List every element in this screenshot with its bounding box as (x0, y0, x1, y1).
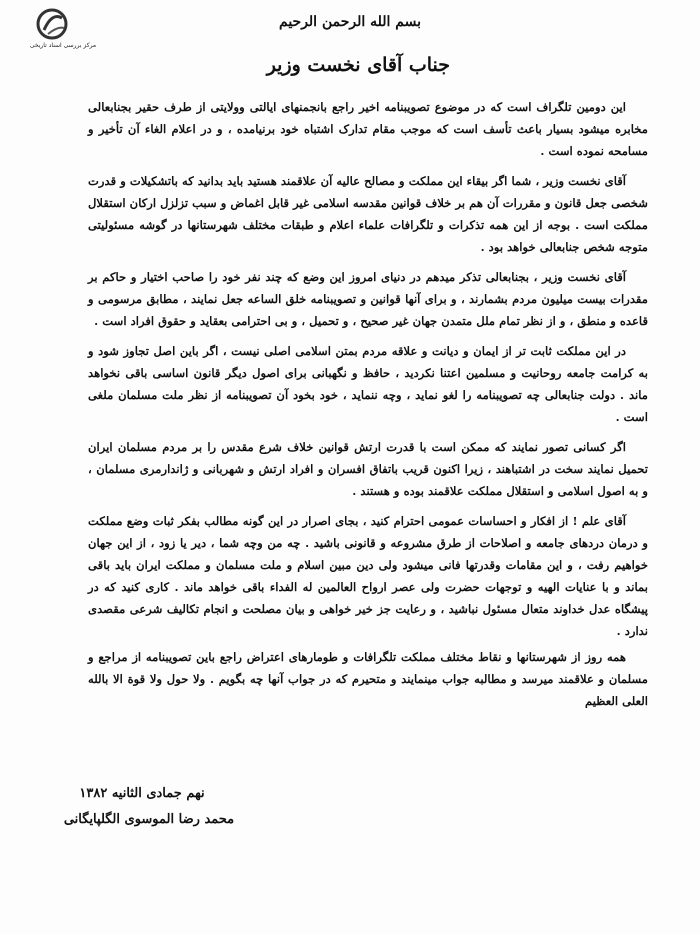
signer-name: محمد رضا الموسوی الگلپایگانی (63, 812, 235, 827)
paragraph-1: این دومین تلگراف است که در موضوع تصویبنامه اخیر راجع بانجمنهای ایالتی وولایتی از طرف حقیر بجنابعالی مخابره میشود بسیار باعث تأسف است که موجب مقام تدارک اشتباه خود برنیامده ، و در اعلام الغاء آن تأخیر و مسامحه نموده است . (88, 100, 648, 158)
paragraph-4: در این مملکت ثابت تر از ایمان و دیانت و علاقه مردم بمتن اسلامی اصلی نیست ، اگر باین اصل تجاوز شود و به کرامت جامعه روحانیت و مسلمین اعتنا نکردید ، حافظ و نگهبانی برای اصول دیگر قانون اساسی باقی نخواهد ماند . دولت جنابعالی چه تصویبنامه را لغو نماید ، وچه ننماید ، خود بخود آن تصویبنامه از نظر ملت مسلمان ملغی است . (88, 344, 648, 424)
paragraph-3: آقای نخست وزیر ، بجنابعالی تذکر میدهم در دنیای امروز این وضع که چند نفر خود را صاحب اختیار و حاکم بر مقدرات بیست میلیون مردم بشمارند ، و برای آنها قوانین و تصویبنامه خلق الساعه جعل نمایند ، مطابق مرسومی و قاعده و منطق ، و از نظر تمام ملل متمدن جهان غیر صحیح ، و تحمیل ، و بی احترامی بعقاید و حقوق افراد است . (88, 270, 648, 328)
archive-logo-icon (36, 8, 68, 40)
paragraph-7: همه روز از شهرستانها و نقاط مختلف مملکت تلگرافات و طومارهای اعتراض راجع باین تصویبنامه از مراجع و مسلمان و علاقمند میرسد و مطالبه جواب مینمایند و متحیرم که در جواب آنها چه بگویم . ولا حول ولا قوة الا بالله العلی العظیم (88, 650, 648, 708)
paragraph-6: آقای علم ! از افکار و احساسات عمومی احترام کنید ، بجای اصرار در این گونه مطالب بفکر ثبات وضع مملکت و درمان دردهای جامعه و اصلاحات از طرق مشروعه و قانونی باشید . چه من وچه شما ، دیر یا زود ، از این جهان خواهیم رفت ، و این مقامات وقدرتها فانی میشود ولی دین مبین اسلام و ملت مسلمان و مملکت ایران باید باقی بماند و با عنایات الهیه و توجهات حضرت ولی عصر ارواح العالمین له الفداء باقی خواهد ماند . کاری کنید که در پیشگاه عدل خداوند متعال مسئول نباشید ، و رعایت جز خیر خواهی و بیان مصلحت و انجام تکالیف شرعی مقصدی ندارد . (88, 514, 648, 638)
salutation: جناب آقای نخست وزیر (266, 54, 450, 76)
archive-logo-text: مرکز بررسی اسناد تاریخی (29, 42, 97, 49)
archive-logo (8, 8, 158, 48)
letter-body (88, 96, 648, 716)
letter-date: نهم جمادی الثانیه ۱۳۸۲ (79, 786, 205, 801)
basmala: بسم الله الرحمن الرحیم (279, 14, 421, 30)
paragraph-2: آقای نخست وزیر ، شما اگر بیقاء این مملکت و مصالح عالیه آن علاقمند هستید باید بدانید که باتشکیلات و قدرت شخصی جعل قانون و مقررات آن هم بر خلاف قوانین مقدسه اسلامی غیر قابل اغماض و سبب تزلزل ارکان استقلال مملکت است . بوجه از این همه تذکرات و تلگرافات علماء اعلام و طبقات مختلف شهرستانها در گوشه مسئولیتی متوجه شخص جنابعالی خواهد بود . (88, 174, 648, 254)
paragraph-5: اگر کسانی تصور نمایند که ممکن است با قدرت ارتش قوانین خلاف شرع مقدس را بر مردم مسلمان ایران تحمیل نمایند سخت در اشتباهند ، زیرا اکنون قریب باتفاق افسران و افراد ارتش و شهربانی و ژاندارمری مسلمان ، و به اصول اسلامی و استقلال مملکت علاقمند بوده و هستند . (88, 440, 648, 498)
